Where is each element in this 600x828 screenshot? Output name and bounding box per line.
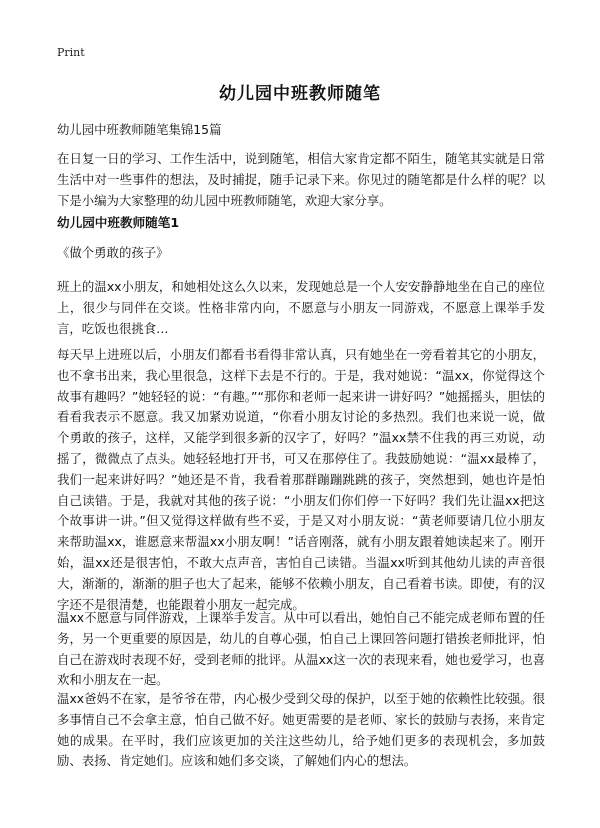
print-label: Print	[57, 46, 85, 59]
body-paragraph: 每天早上进班以后，小朋友们都看书看得非常认真，只有她坐在一旁看着其它的小朋友，也不拿书出来，我心里很急，这样下去是不行的。于是，我对她说：“温xx，你觉得这个故事有趣吗？”她轻轻的说：“有趣。”“那你和老师一起来讲一讲好吗？”她摇摇头，胆怯的看看我表示不愿意。我又加紧劝说道，“你看小朋友讨论的多热烈。我们也来说一说，做个勇敢的孩子，这样，又能学到很多新的汉字了，好吗？”温xx禁不住我的再三劝说，动摇了，微微点了点头。她轻轻地打开书，可又在那停住了。我鼓励她说：“温xx最棒了，我们一起来讲好吗？”她还是不肯，我看着那群蹦蹦跳跳的孩子，突然想到，她也许是怕自己读错。于是，我就对其他的孩子说：“小朋友们你们停一下好吗？我们先让温xx把这个故事讲一讲。”但又觉得这样做有些不妥，于是又对小朋友说：“黄老师要请几位小朋友来帮助温xx，谁愿意来帮温xx小朋友啊！”话音刚落，就有小朋友跟着她读起来了。刚开始，温xx还是很害怕，不敢大点声音，害怕自己读错。当温xx听到其他幼儿读的声音很大，渐渐的，渐渐的胆子也大了起来，能够不依赖小朋友，自己看着书读。即使，有的汉字还不是很清楚，也能跟着小朋友一起完成。	[57, 347, 545, 612]
body-paragraph: 班上的温xx小朋友，和她相处这么久以来，发现她总是一个人安安静静地坐在自己的座位上，很少与同伴在交谈。性格非常内向，不愿意与小朋友一同游戏，不愿意上课举手发言，吃饭也很挑食…	[57, 279, 545, 336]
section-heading: 幼儿园中班教师随笔1	[57, 215, 180, 230]
subtitle: 幼儿园中班教师随笔集锦15篇	[57, 122, 222, 137]
page-title: 幼儿园中班教师随笔	[219, 84, 381, 104]
story-title: 《做个勇敢的孩子》	[57, 245, 169, 260]
intro-paragraph: 在日复一日的学习、工作生活中，说到随笔，相信大家肯定都不陌生，随笔其实就是日常生活中对一些事件的想法，及时捕捉，随手记录下来。你见过的随笔都是什么样的呢？以下是小编为大家整理的幼儿园中班教师随笔，欢迎大家分享。	[57, 151, 545, 208]
body-paragraph: 温xx不愿意与同伴游戏，上课举手发言。从中可以看出，她怕自己不能完成老师布置的任务，另一个更重要的原因是，幼儿的自尊心强，怕自己上课回答问题打错挨老师批评，怕自己在游戏时表现不好，受到老师的批评。从温xx这一次的表现来看，她也爱学习，也喜欢和小朋友在一起。	[57, 610, 545, 688]
body-paragraph: 温xx爸妈不在家，是爷爷在带，内心极少受到父母的保护，以至于她的依赖性比较强。很多事情自己不会拿主意，怕自己做不好。她更需要的是老师、家长的鼓励与表扬，来肯定她的成果。在平时，我们应该更加的关注这些幼儿，给予她们更多的表现机会，多加鼓励、表扬、肯定她们。应该和她们多交谈，了解她们内心的想法。	[57, 691, 545, 769]
